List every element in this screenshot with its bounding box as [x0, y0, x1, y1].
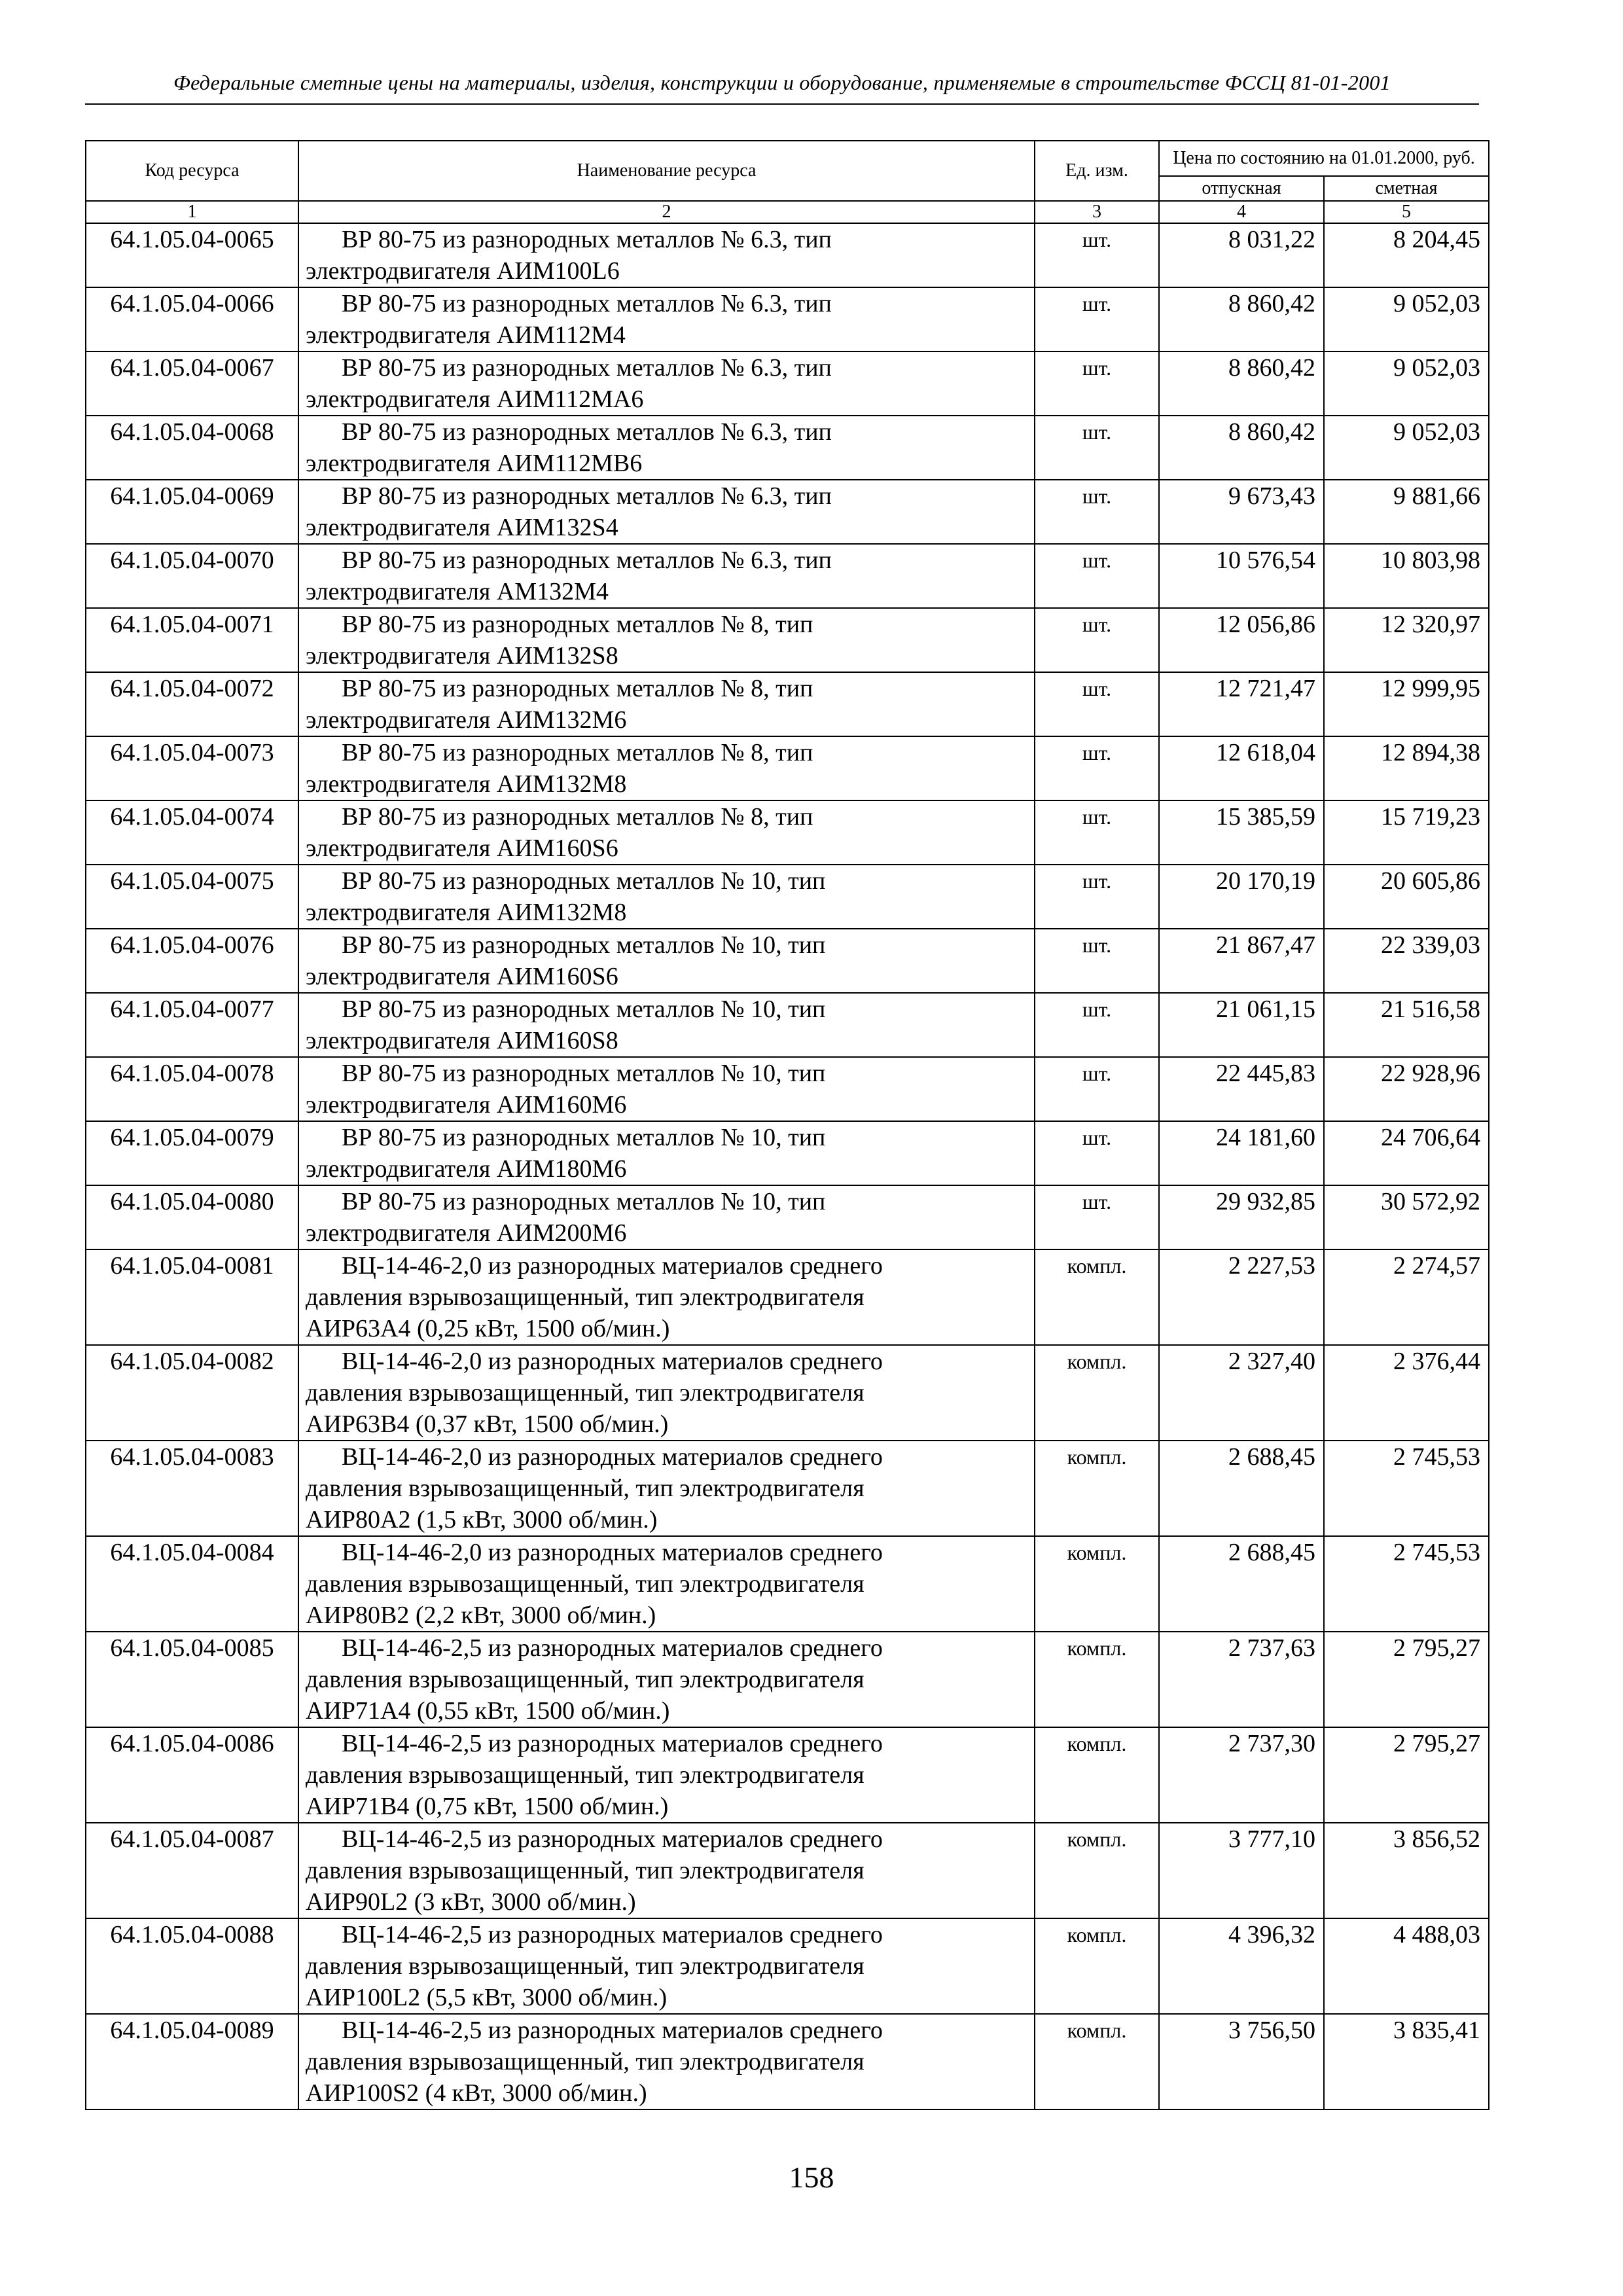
- resource-name: [298, 351, 1035, 416]
- resource-name: [298, 1345, 1035, 1441]
- resource-code: 64.1.05.04-0082: [86, 1345, 298, 1441]
- header-release-price: отпускная: [1159, 176, 1324, 201]
- table-row: [86, 416, 1489, 480]
- unit-of-measure: шт.: [1035, 416, 1159, 480]
- resource-name: [298, 993, 1035, 1057]
- resource-name-line: ВР 80-75 из разнородных металлов № 10, тип: [342, 1124, 826, 1151]
- estimate-price: 9 052,03: [1324, 351, 1489, 416]
- unit-of-measure: шт.: [1035, 672, 1159, 736]
- resource-name-line: АИР63В4 (0,37 кВт, 1500 об/мин.): [306, 1410, 669, 1438]
- estimate-price: 2 274,57: [1324, 1249, 1489, 1345]
- resource-name-line: ВР 80-75 из разнородных металлов № 6.3, тип: [342, 354, 832, 382]
- column-number-3: 3: [1035, 201, 1159, 223]
- estimate-price: 15 719,23: [1324, 800, 1489, 865]
- resource-name-line: давления взрывозащищенный, тип электродвигателя: [306, 1857, 865, 1884]
- release-price: 12 618,04: [1159, 736, 1324, 800]
- resource-name: [298, 2014, 1035, 2109]
- header-estimate-price: сметная: [1324, 176, 1489, 201]
- resource-name-line: ВЦ-14-46-2,5 из разнородных материалов среднего: [342, 1921, 883, 1948]
- header-rule: [85, 103, 1479, 105]
- resource-name-line: давления взрывозащищенный, тип электродвигателя: [306, 1952, 865, 1980]
- resource-name-line: ВР 80-75 из разнородных металлов № 10, тип: [342, 931, 826, 959]
- table-row: [86, 1441, 1489, 1536]
- resource-name-line: ВР 80-75 из разнородных металлов № 10, тип: [342, 996, 826, 1023]
- resource-name-line: ВР 80-75 из разнородных металлов № 8, тип: [342, 739, 813, 766]
- resource-name-line: АИР80А2 (1,5 кВт, 3000 об/мин.): [306, 1506, 658, 1534]
- unit-of-measure: шт.: [1035, 351, 1159, 416]
- table-row: [86, 351, 1489, 416]
- release-price: 2 688,45: [1159, 1536, 1324, 1632]
- release-price: 8 860,42: [1159, 287, 1324, 351]
- release-price: 9 673,43: [1159, 480, 1324, 544]
- resource-name: [298, 1121, 1035, 1185]
- estimate-price: 9 881,66: [1324, 480, 1489, 544]
- resource-name-line: ВЦ-14-46-2,0 из разнородных материалов среднего: [342, 1252, 883, 1280]
- table-row: [86, 287, 1489, 351]
- estimate-price: 2 795,27: [1324, 1727, 1489, 1823]
- resource-name: [298, 1185, 1035, 1249]
- release-price: 21 061,15: [1159, 993, 1324, 1057]
- resource-name-line: ВР 80-75 из разнородных металлов № 10, тип: [342, 1060, 826, 1087]
- table-row: [86, 1249, 1489, 1345]
- resource-name-line: электродвигателя АИМ160S6: [306, 834, 618, 862]
- resource-name-line: электродвигателя АИМ112М4: [306, 321, 626, 349]
- resource-name-line: АИР90L2 (3 кВт, 3000 об/мин.): [306, 1888, 636, 1916]
- resource-name-line: ВР 80-75 из разнородных металлов № 6.3, тип: [342, 290, 832, 317]
- table-row: [86, 480, 1489, 544]
- resource-code: 64.1.05.04-0085: [86, 1632, 298, 1727]
- resource-code: 64.1.05.04-0069: [86, 480, 298, 544]
- resource-name-line: АИР71А4 (0,55 кВт, 1500 об/мин.): [306, 1697, 670, 1725]
- unit-of-measure: шт.: [1035, 287, 1159, 351]
- resource-name-line: ВР 80-75 из разнородных металлов № 10, тип: [342, 1188, 826, 1215]
- running-header: Федеральные сметные цены на материалы, изделия, конструкции и оборудование, применяемые в строительстве ФССЦ 81-01-2001: [173, 71, 1391, 94]
- resource-code: 64.1.05.04-0068: [86, 416, 298, 480]
- unit-of-measure: компл.: [1035, 1536, 1159, 1632]
- estimate-price: 24 706,64: [1324, 1121, 1489, 1185]
- estimate-price: 9 052,03: [1324, 416, 1489, 480]
- resource-name-line: ВР 80-75 из разнородных металлов № 6.3, тип: [342, 547, 832, 574]
- resource-code: 64.1.05.04-0081: [86, 1249, 298, 1345]
- resource-name-line: давления взрывозащищенный, тип электродвигателя: [306, 1761, 865, 1789]
- table-row: [86, 1918, 1489, 2014]
- unit-of-measure: шт.: [1035, 929, 1159, 993]
- estimate-price: 20 605,86: [1324, 865, 1489, 929]
- release-price: 2 737,30: [1159, 1727, 1324, 1823]
- resource-code: 64.1.05.04-0070: [86, 544, 298, 608]
- resource-name-line: ВЦ-14-46-2,5 из разнородных материалов среднего: [342, 1825, 883, 1853]
- table-row: [86, 1057, 1489, 1121]
- release-price: 2 227,53: [1159, 1249, 1324, 1345]
- resource-code: 64.1.05.04-0076: [86, 929, 298, 993]
- resource-code: 64.1.05.04-0067: [86, 351, 298, 416]
- resource-code: 64.1.05.04-0072: [86, 672, 298, 736]
- resource-code: 64.1.05.04-0077: [86, 993, 298, 1057]
- column-number-2: 2: [298, 201, 1035, 223]
- resource-code: 64.1.05.04-0087: [86, 1823, 298, 1918]
- release-price: 29 932,85: [1159, 1185, 1324, 1249]
- resource-name: [298, 1057, 1035, 1121]
- resource-name: [298, 736, 1035, 800]
- resource-name-line: ВЦ-14-46-2,5 из разнородных материалов среднего: [342, 1730, 883, 1757]
- resource-name: [298, 1918, 1035, 2014]
- table-row: [86, 223, 1489, 287]
- release-price: 4 396,32: [1159, 1918, 1324, 2014]
- table-row: [86, 672, 1489, 736]
- release-price: 15 385,59: [1159, 800, 1324, 865]
- resource-name-line: ВЦ-14-46-2,5 из разнородных материалов среднего: [342, 2017, 883, 2044]
- resource-name-line: электродвигателя АИМ160S8: [306, 1027, 618, 1054]
- estimate-price: 12 999,95: [1324, 672, 1489, 736]
- resource-name: [298, 672, 1035, 736]
- release-price: 24 181,60: [1159, 1121, 1324, 1185]
- release-price: 3 756,50: [1159, 2014, 1324, 2109]
- unit-of-measure: шт.: [1035, 800, 1159, 865]
- release-price: 2 688,45: [1159, 1441, 1324, 1536]
- release-price: 2 327,40: [1159, 1345, 1324, 1441]
- resource-code: 64.1.05.04-0071: [86, 608, 298, 672]
- resource-name-line: электродвигателя АИМ132S4: [306, 514, 618, 541]
- release-price: 3 777,10: [1159, 1823, 1324, 1918]
- unit-of-measure: компл.: [1035, 1345, 1159, 1441]
- resource-name: [298, 223, 1035, 287]
- resource-name: [298, 544, 1035, 608]
- resource-code: 64.1.05.04-0075: [86, 865, 298, 929]
- table-row: [86, 2014, 1489, 2109]
- header-unit: Ед. изм.: [1035, 141, 1159, 201]
- table-row: [86, 544, 1489, 608]
- unit-of-measure: шт.: [1035, 993, 1159, 1057]
- resource-name: [298, 480, 1035, 544]
- resource-name-line: давления взрывозащищенный, тип электродвигателя: [306, 1666, 865, 1693]
- estimate-price: 8 204,45: [1324, 223, 1489, 287]
- resource-name: [298, 416, 1035, 480]
- page-number: 158: [789, 2161, 834, 2194]
- resource-name-line: ВР 80-75 из разнородных металлов № 8, тип: [342, 803, 813, 831]
- estimate-price: 2 795,27: [1324, 1632, 1489, 1727]
- release-price: 22 445,83: [1159, 1057, 1324, 1121]
- release-price: 8 860,42: [1159, 351, 1324, 416]
- resource-name-line: давления взрывозащищенный, тип электродвигателя: [306, 1283, 865, 1311]
- unit-of-measure: компл.: [1035, 1249, 1159, 1345]
- table-row: [86, 608, 1489, 672]
- resource-name: [298, 287, 1035, 351]
- estimate-price: 2 376,44: [1324, 1345, 1489, 1441]
- estimate-price: 3 835,41: [1324, 2014, 1489, 2109]
- table-row: [86, 1345, 1489, 1441]
- table-row: [86, 929, 1489, 993]
- table-row: [86, 1632, 1489, 1727]
- estimate-price: 3 856,52: [1324, 1823, 1489, 1918]
- resource-code: 64.1.05.04-0079: [86, 1121, 298, 1185]
- resource-name-line: электродвигателя АИМ100L6: [306, 257, 620, 285]
- resource-code: 64.1.05.04-0083: [86, 1441, 298, 1536]
- resource-name-line: ВР 80-75 из разнородных металлов № 10, тип: [342, 867, 826, 895]
- table-row: [86, 800, 1489, 865]
- release-price: 12 721,47: [1159, 672, 1324, 736]
- resource-name-line: ВР 80-75 из разнородных металлов № 8, тип: [342, 611, 813, 638]
- resource-code: 64.1.05.04-0065: [86, 223, 298, 287]
- unit-of-measure: компл.: [1035, 1632, 1159, 1727]
- table-row: [86, 1823, 1489, 1918]
- resource-name-line: АИР63А4 (0,25 кВт, 1500 об/мин.): [306, 1315, 670, 1342]
- column-number-4: 4: [1159, 201, 1324, 223]
- resource-name-line: давления взрывозащищенный, тип электродвигателя: [306, 2048, 865, 2075]
- resource-name: [298, 1727, 1035, 1823]
- resource-name: [298, 1441, 1035, 1536]
- resource-name: [298, 608, 1035, 672]
- estimate-price: 10 803,98: [1324, 544, 1489, 608]
- table-row: [86, 1536, 1489, 1632]
- unit-of-measure: шт.: [1035, 1121, 1159, 1185]
- resource-name-line: электродвигателя АИМ132М6: [306, 706, 627, 734]
- column-number-5: 5: [1324, 201, 1489, 223]
- resource-code: 64.1.05.04-0078: [86, 1057, 298, 1121]
- unit-of-measure: компл.: [1035, 1918, 1159, 2014]
- resource-name: [298, 1823, 1035, 1918]
- estimate-price: 4 488,03: [1324, 1918, 1489, 2014]
- table-row: [86, 1121, 1489, 1185]
- unit-of-measure: шт.: [1035, 480, 1159, 544]
- unit-of-measure: шт.: [1035, 544, 1159, 608]
- table-row: [86, 1727, 1489, 1823]
- estimate-price: 22 928,96: [1324, 1057, 1489, 1121]
- price-table: [85, 140, 1489, 2110]
- estimate-price: 9 052,03: [1324, 287, 1489, 351]
- unit-of-measure: шт.: [1035, 1185, 1159, 1249]
- unit-of-measure: компл.: [1035, 1727, 1159, 1823]
- estimate-price: 12 320,97: [1324, 608, 1489, 672]
- resource-name-line: электродвигателя АМ132М4: [306, 578, 609, 605]
- table-body: [86, 223, 1489, 2109]
- unit-of-measure: шт.: [1035, 865, 1159, 929]
- estimate-price: 22 339,03: [1324, 929, 1489, 993]
- table-header: [86, 141, 1489, 223]
- resource-name-line: АИР71В4 (0,75 кВт, 1500 об/мин.): [306, 1793, 669, 1820]
- header-code: Код ресурса: [86, 141, 298, 201]
- estimate-price: 2 745,53: [1324, 1441, 1489, 1536]
- resource-name-line: ВР 80-75 из разнородных металлов № 6.3, тип: [342, 482, 832, 510]
- table-row: [86, 1185, 1489, 1249]
- header-price: Цена по состоянию на 01.01.2000, руб.: [1159, 141, 1489, 176]
- resource-name-line: электродвигателя АИМ180М6: [306, 1155, 627, 1183]
- resource-name: [298, 929, 1035, 993]
- release-price: 21 867,47: [1159, 929, 1324, 993]
- resource-name: [298, 800, 1035, 865]
- estimate-price: 30 572,92: [1324, 1185, 1489, 1249]
- resource-name-line: ВЦ-14-46-2,0 из разнородных материалов среднего: [342, 1348, 883, 1375]
- resource-name-line: давления взрывозащищенный, тип электродвигателя: [306, 1570, 865, 1598]
- resource-name: [298, 1536, 1035, 1632]
- release-price: 10 576,54: [1159, 544, 1324, 608]
- resource-name-line: электродвигателя АИМ200М6: [306, 1219, 627, 1247]
- table-row: [86, 993, 1489, 1057]
- release-price: 12 056,86: [1159, 608, 1324, 672]
- resource-name-line: электродвигателя АИМ160S6: [306, 963, 618, 990]
- resource-name: [298, 1632, 1035, 1727]
- unit-of-measure: шт.: [1035, 223, 1159, 287]
- resource-code: 64.1.05.04-0088: [86, 1918, 298, 2014]
- resource-name-line: АИР100L2 (5,5 кВт, 3000 об/мин.): [306, 1984, 668, 2011]
- resource-name-line: электродвигателя АИМ160М6: [306, 1091, 627, 1119]
- resource-name-line: ВЦ-14-46-2,0 из разнородных материалов среднего: [342, 1539, 883, 1566]
- resource-name-line: АИР100S2 (4 кВт, 3000 об/мин.): [306, 2079, 647, 2107]
- release-price: 8 860,42: [1159, 416, 1324, 480]
- resource-code: 64.1.05.04-0074: [86, 800, 298, 865]
- resource-code: 64.1.05.04-0073: [86, 736, 298, 800]
- resource-code: 64.1.05.04-0089: [86, 2014, 298, 2109]
- release-price: 2 737,63: [1159, 1632, 1324, 1727]
- resource-code: 64.1.05.04-0084: [86, 1536, 298, 1632]
- release-price: 20 170,19: [1159, 865, 1324, 929]
- resource-name-line: электродвигателя АИМ112МВ6: [306, 450, 643, 477]
- unit-of-measure: компл.: [1035, 1441, 1159, 1536]
- estimate-price: 2 745,53: [1324, 1536, 1489, 1632]
- table-row: [86, 736, 1489, 800]
- resource-name-line: ВР 80-75 из разнородных металлов № 8, тип: [342, 675, 813, 702]
- unit-of-measure: шт.: [1035, 736, 1159, 800]
- resource-name-line: электродвигателя АИМ132М8: [306, 770, 627, 798]
- resource-name-line: электродвигателя АИМ112МА6: [306, 386, 644, 413]
- resource-name-line: ВЦ-14-46-2,5 из разнородных материалов среднего: [342, 1634, 883, 1662]
- release-price: 8 031,22: [1159, 223, 1324, 287]
- resource-code: 64.1.05.04-0086: [86, 1727, 298, 1823]
- unit-of-measure: шт.: [1035, 608, 1159, 672]
- column-number-1: 1: [86, 201, 298, 223]
- resource-name-line: электродвигателя АИМ132М8: [306, 899, 627, 926]
- resource-name: [298, 865, 1035, 929]
- unit-of-measure: компл.: [1035, 1823, 1159, 1918]
- resource-name: [298, 1249, 1035, 1345]
- resource-name-line: давления взрывозащищенный, тип электродвигателя: [306, 1379, 865, 1407]
- resource-code: 64.1.05.04-0080: [86, 1185, 298, 1249]
- resource-name-line: давления взрывозащищенный, тип электродвигателя: [306, 1475, 865, 1502]
- header-name: Наименование ресурса: [298, 141, 1035, 201]
- resource-name-line: ВЦ-14-46-2,0 из разнородных материалов среднего: [342, 1443, 883, 1471]
- estimate-price: 12 894,38: [1324, 736, 1489, 800]
- resource-name-line: ВР 80-75 из разнородных металлов № 6.3, тип: [342, 226, 832, 253]
- resource-name-line: электродвигателя АИМ132S8: [306, 642, 618, 670]
- resource-code: 64.1.05.04-0066: [86, 287, 298, 351]
- resource-name-line: ВР 80-75 из разнородных металлов № 6.3, тип: [342, 418, 832, 446]
- estimate-price: 21 516,58: [1324, 993, 1489, 1057]
- table-row: [86, 865, 1489, 929]
- resource-name-line: АИР80В2 (2,2 кВт, 3000 об/мин.): [306, 1602, 656, 1629]
- unit-of-measure: компл.: [1035, 2014, 1159, 2109]
- unit-of-measure: шт.: [1035, 1057, 1159, 1121]
